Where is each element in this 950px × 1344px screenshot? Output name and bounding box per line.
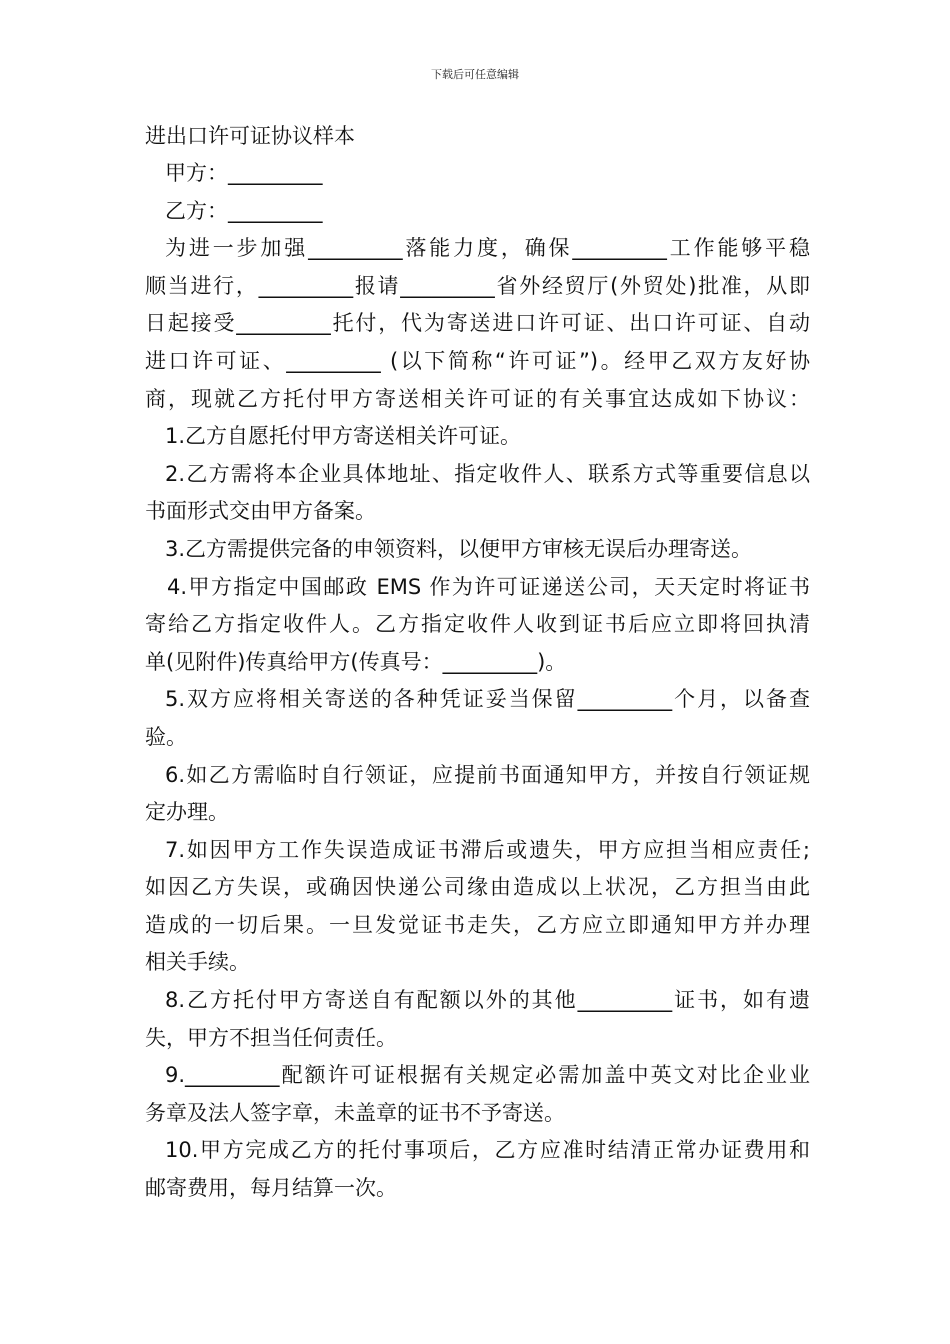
document-title: 进出口许可证协议样本 — [145, 124, 355, 148]
clause-line: 如因乙方失误，或确因快递公司缘由造成以上状况，乙方担当由此 — [145, 875, 810, 900]
clause-line: 邮寄费用，每月结算一次。 — [145, 1176, 397, 1201]
clause-line: 单(见附件)传真给甲方(传真号：_________)。 — [145, 649, 567, 674]
clause-line: 6.如乙方需临时自行领证，应提前书面通知甲方，并按自行领证规 — [165, 762, 810, 787]
clause-line: 10.甲方完成乙方的托付事项后，乙方应准时结清正常办证费用和 — [165, 1138, 810, 1163]
clause-line: 4.甲方指定中国邮政 EMS 作为许可证递送公司，天天定时将证书 — [167, 574, 810, 599]
paragraph-line: 进口许可证、_________ (以下简称“许可证”)。经甲乙双方友好协 — [145, 348, 810, 373]
party-a-line: 甲方：_________ — [165, 161, 323, 185]
party-b-line: 乙方：_________ — [165, 198, 323, 223]
paragraph-line: 为进一步加强_________落能力度，确保_________工作能够平稳 — [165, 236, 810, 261]
clause-line: 定办理。 — [145, 800, 229, 825]
clause-line: 书面形式交由甲方备案。 — [145, 499, 376, 524]
header-note: 下载后可任意编辑 — [431, 68, 519, 81]
clause-line: 7.如因甲方工作失误造成证书滞后或遗失，甲方应担当相应责任; — [165, 837, 810, 862]
clause-line: 8.乙方托付甲方寄送自有配额以外的其他_________证书，如有遗 — [165, 988, 810, 1013]
paragraph-line: 顺当进行，_________报请_________省外经贸厅(外贸处)批准，从即 — [145, 273, 810, 298]
clause-line: 9._________配额许可证根据有关规定必需加盖中英文对比企业业 — [165, 1063, 810, 1088]
paragraph-line: 日起接受_________托付，代为寄送进口许可证、出口许可证、自动 — [145, 311, 810, 336]
clause-line: 2.乙方需将本企业具体地址、指定收件人、联系方式等重要信息以 — [165, 461, 810, 486]
clause-line: 寄给乙方指定收件人。乙方指定收件人收到证书后应立即将回执清 — [145, 612, 810, 637]
clause-line: 造成的一切后果。一旦发觉证书走失，乙方应立即通知甲方并办理 — [145, 912, 810, 937]
clause-line: 验。 — [145, 724, 187, 749]
paragraph-line: 商，现就乙方托付甲方寄送相关许可证的有关事宜达成如下协议： — [145, 386, 810, 411]
clause-line: 1.乙方自愿托付甲方寄送相关许可证。 — [165, 424, 522, 449]
document-body — [145, 118, 810, 1208]
clause-line: 5.双方应将相关寄送的各种凭证妥当保留_________个月，以备查 — [165, 687, 810, 712]
clause-line: 失，甲方不担当任何责任。 — [145, 1025, 397, 1050]
clause-line: 3.乙方需提供完备的申领资料，以便甲方审核无误后办理寄送。 — [165, 536, 753, 561]
clause-line: 务章及法人签字章，未盖章的证书不予寄送。 — [145, 1100, 565, 1125]
clause-line: 相关手续。 — [145, 950, 250, 975]
